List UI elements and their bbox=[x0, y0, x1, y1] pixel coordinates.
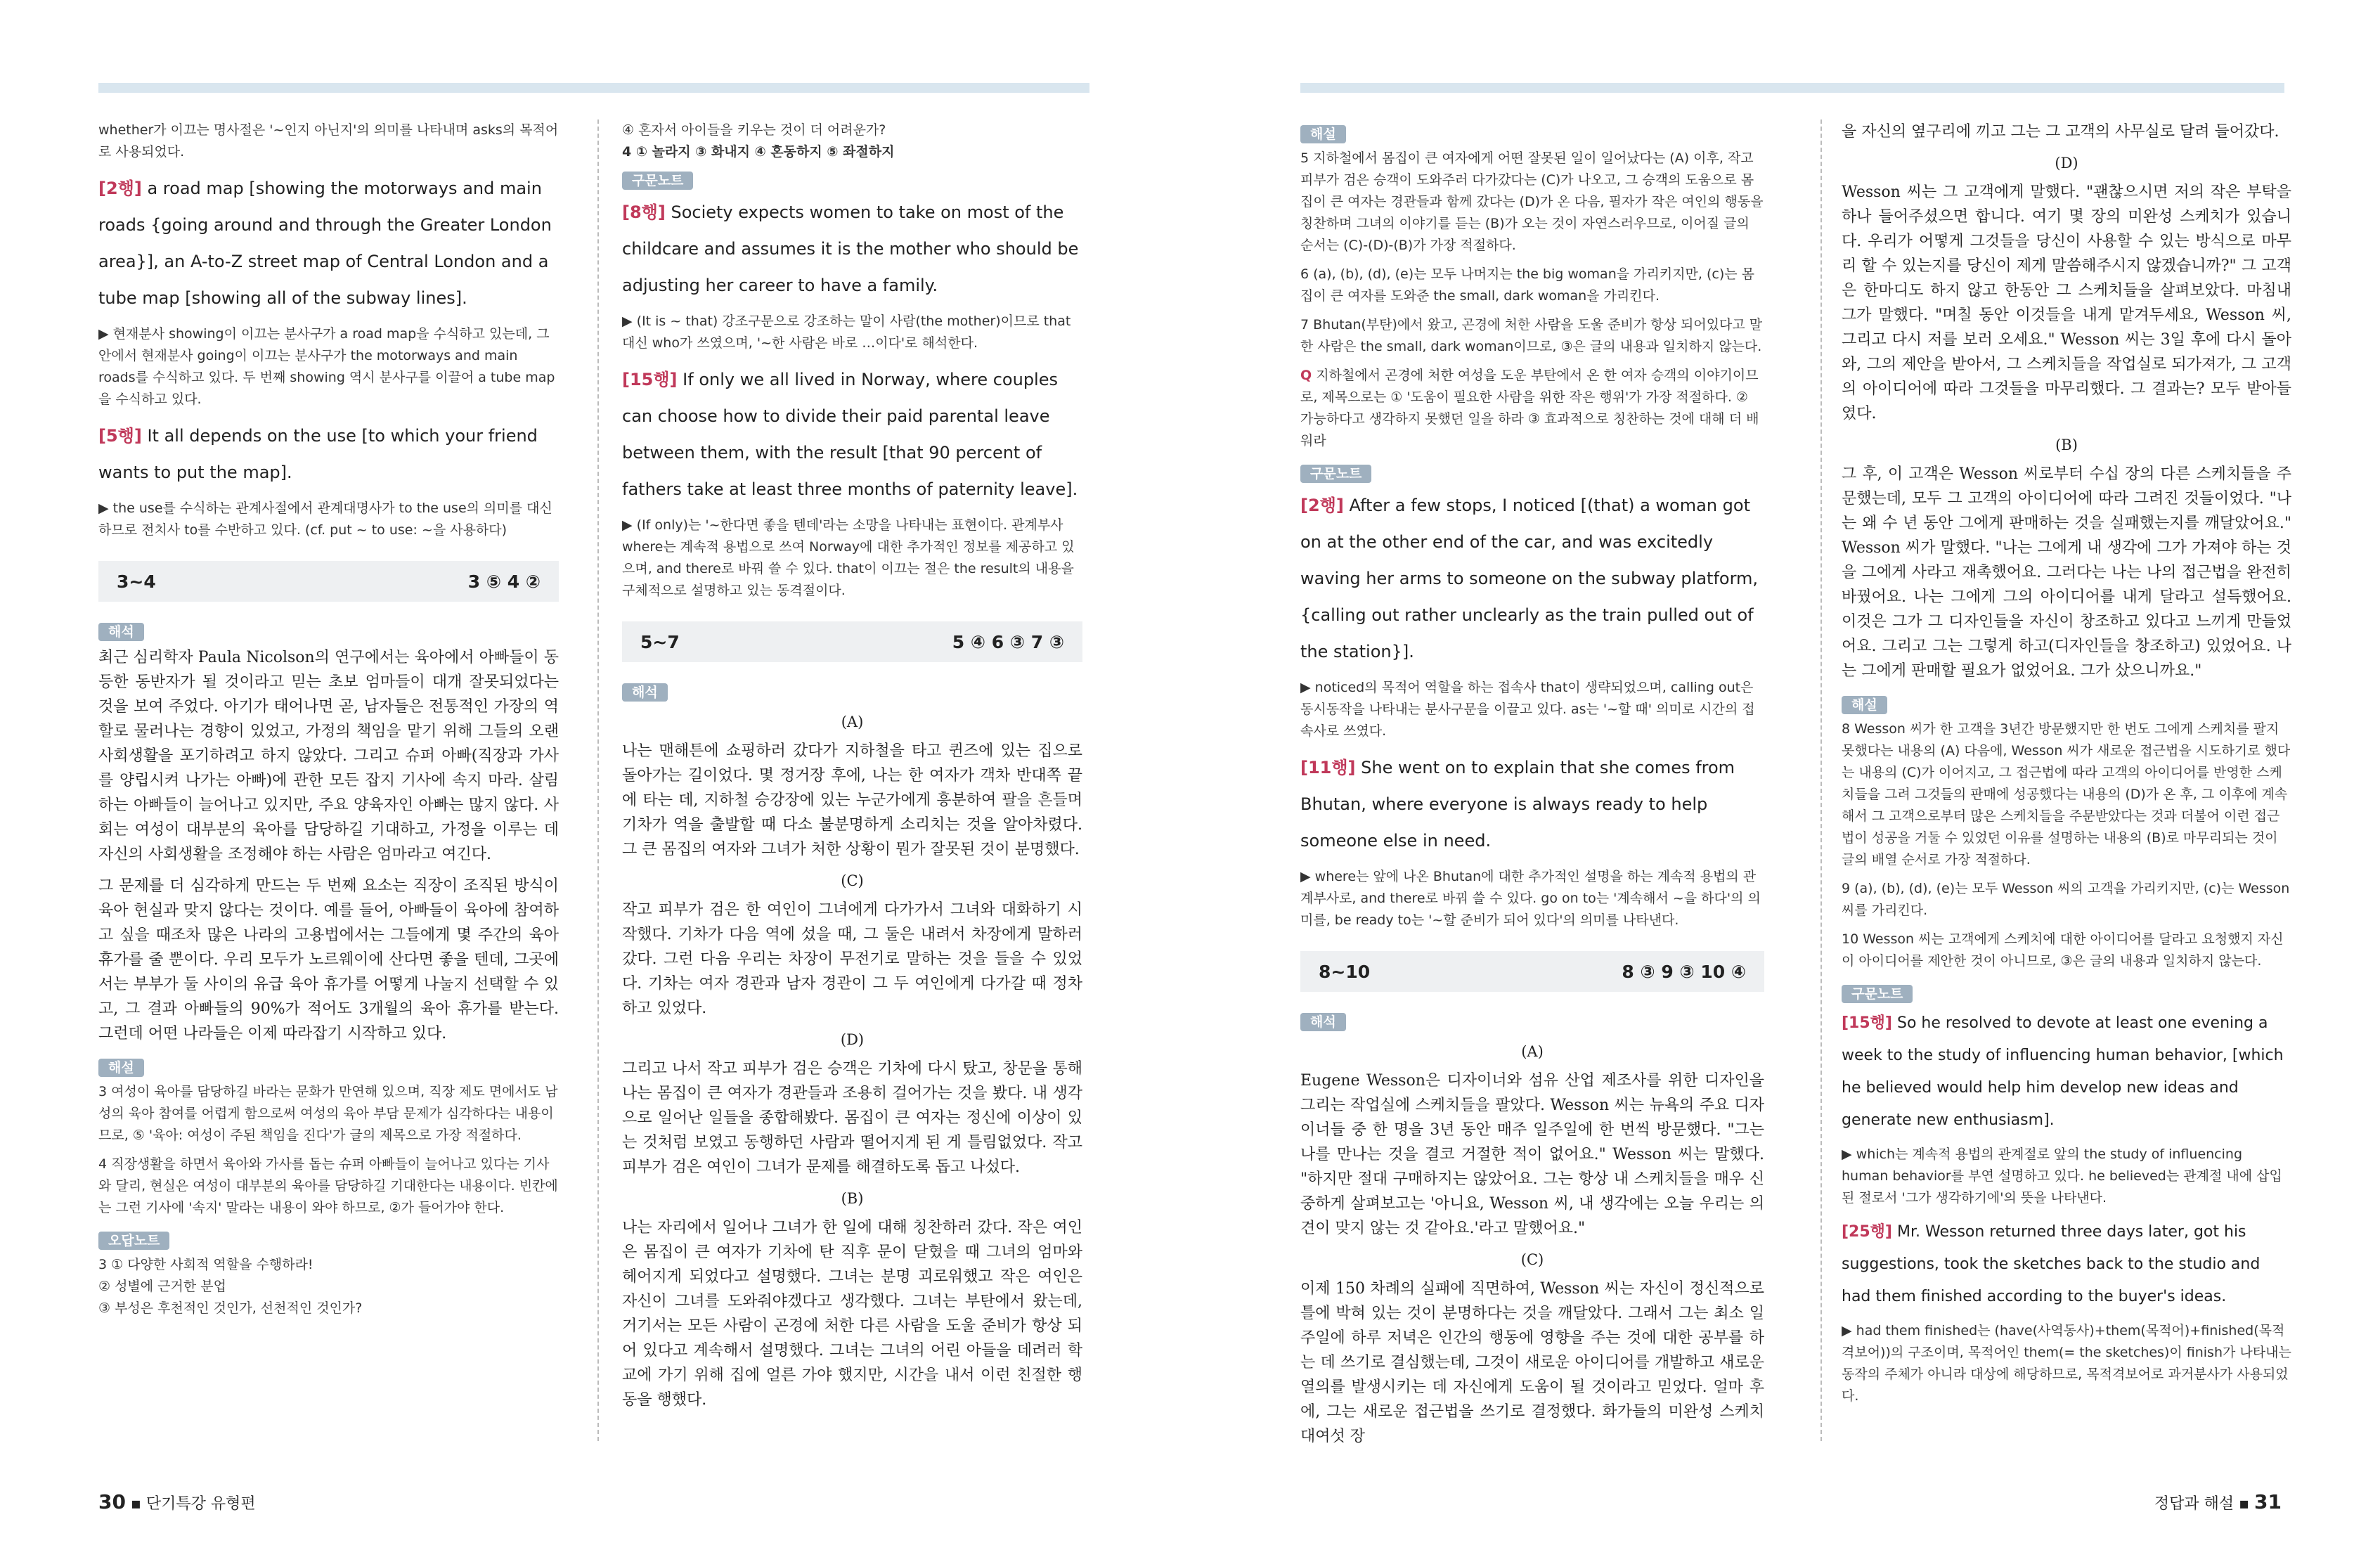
syntax-note: ▶ (It is ~ that) 강조구문으로 강조하는 말이 사람(the mother)이므로 that 대신 who가 쓰였으며, '~한 사람은 바로 …이다'로 해석한다. bbox=[622, 314, 1071, 351]
explanation: 6 (a), (b), (d), (e)는 모두 나머지는 the big woman을 가리키지만, (c)는 몸집이 큰 여자를 도와준 the small, dark woman을 가리킨다. bbox=[1300, 266, 1754, 304]
syntax-sentence bbox=[98, 170, 559, 316]
question-label: 3~4 bbox=[117, 571, 156, 592]
sentence-text: a road map [showing the motorways and main roads {going around and through the Greater London area}], an A-to-Z street map of Central London and a tube map [showing all of the subway lines]. bbox=[98, 179, 552, 308]
sentence-text: Mr. Wesson returned three days later, got his suggestions, took the sketches back to the studio and had them finished according to the buyer's ideas. bbox=[1842, 1223, 2261, 1305]
answer-key: 5 ④ 6 ③ 7 ③ bbox=[952, 631, 1064, 652]
line-ref: [25행] bbox=[1842, 1223, 1892, 1241]
syntax-note: ▶ (If only)는 '~한다면 좋을 텐데'라는 소망을 나타내는 표현이다. 관계부사 where는 계속적 용법으로 쓰여 Norway에 대한 추가적인 정보를 제공하고 있으며, and there로 바꿔 쓸 수 있다. that이 이끄는 절은 the result의 내용을 구체적으로 설명하고 있는 동격절이다. bbox=[622, 517, 1075, 598]
q-icon: Q bbox=[1300, 368, 1312, 383]
translation-paragraph: Eugene Wesson은 디자이너와 섬유 산업 제조사를 위한 디자인을 그리는 작업실에 스케치들을 팔았다. Wesson 씨는 뉴욕의 주요 디자이너들 중 한 명을 3년 동안 매주 일주일에 한 번씩 방문했다. "그는 나를 만나는 것을 결코 거절한 적이 없어요." Wesson 씨는 말했다. "하지만 절대 구매하지는 않았어요. 그는 항상 내 스케치들을 매우 신중하게 살펴보고는 '아니요, Wesson 씨, 내 생각에는 오늘 우리는 의견이 맞지 않는 것 같아요.'라고 말했어요." bbox=[1300, 1072, 1764, 1237]
footer-right bbox=[2154, 1490, 2282, 1513]
syntax-sentence bbox=[98, 418, 559, 491]
page-number: 30 bbox=[98, 1490, 126, 1513]
explanation: 10 Wesson 씨는 고객에게 스케치에 대한 아이디어를 달라고 요청했지 자신이 아이디어를 제안한 것이 아니므로, ③은 글의 내용과 일치하지 않는다. bbox=[1842, 931, 2284, 969]
translation-paragraph: 최근 심리학자 Paula Nicolson의 연구에서는 육아에서 아빠들이 동등한 동반자가 될 것이라고 믿는 초보 엄마들이 대개 잘못되었다는 것을 보여 주었다. 아기가 태어나면 곧, 남자들은 전통적인 가장의 역할로 물러나는 경향이 있었고, 가정의 책임을 맡기 위해 그들의 오랜 사회생활을 포기하려고 하지 않았다. 그리고 슈퍼 아빠(직장과 가사를 양립시켜 나가는 아빠)에 관한 모든 잡지 기사에 속지 마라. 살림하는 아빠들이 늘어나고 있지만, 주요 양육자인 아빠는 많지 않다. 사회는 여성이 대부분의 육아를 담당하길 기대하고, 가정을 이루는 데 자신의 사회생활을 조정해야 하는 사람은 엄마라고 여긴다. bbox=[98, 649, 559, 863]
footer-label: 정답과 해설 bbox=[2154, 1495, 2235, 1513]
sentence-text: After a few stops, I noticed [(that) a woman got on at the other end of the car, and was excitedly waving her arms to someone on the subway platform, {calling out rather unclearly as the train pulled out of the station}]. bbox=[1300, 496, 1759, 661]
syntax-note: ▶ the use를 수식하는 관계사절에서 관계대명사가 to the use의 의미를 대신하므로 전치사 to를 수반하고 있다. (cf. put ~ to use: ~을 사용하다) bbox=[98, 500, 552, 538]
wrong-answer-item: 4 ① 놀라지 ③ 화내지 ④ 혼동하지 ⑤ 좌절하지 bbox=[622, 144, 895, 160]
sentence-text: If only we all lived in Norway, where couples can choose how to divide their paid parental leave between them, with the result [that 90 percent of fathers take at least three months of paternity leave]. bbox=[622, 370, 1078, 499]
top-bar-left bbox=[98, 83, 1089, 93]
translation-paragraph: 그리고 나서 작고 피부가 검은 승객은 기차에 다시 탔고, 창문을 통해 나는 몸집이 큰 여자가 경관들과 조용히 걸어가는 것을 봤다. 내 생각으로 일어난 일들을 종합해봤다. 몸집이 큰 여자는 정신에 이상이 있는 것처럼 보였고 동행하던 사람과 떨어지게 된 게 틀림없었다. 작고 피부가 검은 여인이 그녀가 문제를 해결하도록 돕고 나섰다. bbox=[622, 1060, 1082, 1176]
title-note-text: 지하철에서 곤경에 처한 여성을 도운 부탄에서 온 한 여자 승객의 이야기이므로, 제목으로는 ① '도움이 필요한 사람을 위한 작은 행위'가 가장 적절하다. ② 가능하다고 생각하지 못했던 일을 하라 ③ 효과적으로 칭찬하는 것에 대해 더 배워라 bbox=[1300, 368, 1759, 448]
column-2 bbox=[622, 120, 1082, 1419]
syntax-note: ▶ where는 앞에 나온 Bhutan에 대한 추가적인 설명을 하는 계속적 용법의 관계부사로, and there로 바꿔 쓸 수 있다. go on to는 '계속해서 ~을 하다'의 의미를, be ready to는 '~할 준비가 되어 있다'의 의미를 나타낸다. bbox=[1300, 869, 1761, 928]
section-tag: 구문노트 bbox=[1842, 985, 1913, 1003]
syntax-note: ▶ 현재분사 showing이 이끄는 분사구가 a road map을 수식하고 있는데, 그 안에서 현재분사 going이 이끄는 분사구가 the motorways and main roads를 수식하고 있다. 두 번째 showing 역시 분사구를 이끌어 a tube map을 수식하고 있다. bbox=[98, 326, 555, 407]
syntax-note: ▶ which는 계속적 용법의 관계절로 앞의 the study of influencing human behavior를 부연 설명하고 있다. he believed는 관계절 내에 삽입된 절로서 '그가 생각하기에'의 뜻을 나타낸다. bbox=[1842, 1147, 2282, 1206]
translation-paragraph: 그 후, 이 고객은 Wesson 씨로부터 수십 장의 다른 스케치들을 주문했는데, 모두 그 고객의 아이디어에 따라 그려진 것들이었다. "나는 왜 수 년 동안 그에게 판매하는 것을 실패했는지를 깨달았어요." Wesson 씨가 말했다. "나는 그에게 내 생각에 그가 가져야 하는 것을 그에게 사라고 재촉했어요. 그러다는 나는 나의 접근법을 완전히 바꿨어요. 나는 그에게 그의 아이디어를 내게 달라고 설득했어요. 이것은 그가 그 디자인들을 자신이 창조하고 있다고 느끼게 만들었어요. 그리고 그는 그렇게 하고(디자인들을 창조하고) 있었어요. 나는 그에게 판매할 필요가 없었어요. 그가 샀으니까요." bbox=[1842, 465, 2291, 680]
column-4 bbox=[1842, 120, 2291, 1414]
column-divider bbox=[597, 120, 599, 1441]
sentence-text: She went on to explain that she comes from Bhutan, where everyone is always ready to help someone else in need. bbox=[1300, 758, 1735, 851]
section-tag: 오답노트 bbox=[98, 1232, 169, 1250]
line-ref: [5행] bbox=[98, 426, 142, 446]
explanation: 4 직장생활을 하면서 육아와 가사를 돕는 슈퍼 아빠들이 늘어나고 있다는 기사와 달리, 현실은 여성이 대부분의 육아를 담당하길 기대한다는 내용이다. 빈칸에는 그런 기사에 '속지' 말라는 내용이 와야 하므로, ②가 들어가야 한다. bbox=[98, 1156, 558, 1215]
page-number: 31 bbox=[2254, 1490, 2282, 1513]
title-note bbox=[1300, 365, 1764, 452]
explanation: 9 (a), (b), (d), (e)는 모두 Wesson 씨의 고객을 가리키지만, (c)는 Wesson 씨를 가리킨다. bbox=[1842, 881, 2290, 918]
explanation: 7 Bhutan(부탄)에서 왔고, 곤경에 처한 사람을 도울 준비가 항상 되어있다고 말한 사람은 the small, dark woman이므로, ③은 글의 내용과 일치하지 않는다. bbox=[1300, 317, 1763, 354]
answer-key: 8 ③ 9 ③ 10 ④ bbox=[1622, 961, 1746, 982]
line-ref: [2행] bbox=[1300, 496, 1344, 515]
question-label: 8~10 bbox=[1319, 961, 1371, 982]
section-heading: (D) bbox=[840, 1031, 865, 1048]
section-tag: 해석 bbox=[622, 683, 668, 702]
answer-key: 3 ⑤ 4 ② bbox=[467, 571, 541, 592]
line-ref: [2행] bbox=[98, 179, 142, 198]
syntax-sentence bbox=[1300, 487, 1764, 670]
sentence-text: So he resolved to devote at least one evening a week to the study of influencing human behavior, [which he believed would help him develop new ideas and generate new enthusiasm]. bbox=[1842, 1014, 2284, 1129]
column-divider bbox=[1820, 120, 1822, 1441]
footer-label: 단기특강 유형편 bbox=[145, 1495, 256, 1513]
explanation: 3 여성이 육아를 담당하길 바라는 문화가 만연해 있으며, 직장 제도 면에서도 남성의 육아 참여를 어렵게 함으로써 여성의 육아 부담 문제가 심각하다는 내용이므로, ⑤ '육아: 여성이 주된 책임을 진다'가 글의 제목으로 가장 적절하다. bbox=[98, 1084, 558, 1143]
translation-paragraph: 그 문제를 더 심각하게 만드는 두 번째 요소는 직장이 조직된 방식이 육아 현실과 맞지 않다는 것이다. 예를 들어, 아빠들이 육아에 참여하고 싶을 때조차 많은 나라의 고용법에서는 그들에게 몇 주간의 육아 휴가를 줄 뿐이다. 우리 모두가 노르웨이에 산다면 좋을 텐데, 그곳에서는 부부가 둘 사이의 유급 육아 휴가를 어떻게 나눌지 선택할 수 있고, 그 결과 아빠들의 90%가 적어도 3개월의 육아 휴가를 받는다. 그런데 어떤 나라들은 이제 따라잡기 시작하고 있다. bbox=[98, 877, 559, 1042]
footer-bullet: ▪ bbox=[130, 1495, 146, 1513]
wrong-answer-item: ② 성별에 근거한 분업 bbox=[98, 1279, 226, 1294]
section-heading: (D) bbox=[2055, 155, 2078, 172]
syntax-sentence bbox=[1300, 749, 1764, 859]
section-tag: 해설 bbox=[1300, 125, 1346, 143]
translation-paragraph: 나는 맨해튼에 쇼핑하러 갔다가 지하철을 타고 퀸즈에 있는 집으로 돌아가는 길이었다. 몇 정거장 후에, 나는 한 여자가 객차 반대쪽 끝에 타는 데, 지하철 승강장에 있는 누군가에게 흥분하여 팔을 흔들며 기차가 역을 출발할 때 다소 불분명하게 소리치는 것을 알아차렸다. 그 큰 몸집의 여자와 그녀가 처한 상황이 뭔가 잘못된 것이 분명했다. bbox=[622, 742, 1082, 858]
section-heading: (A) bbox=[1521, 1043, 1544, 1060]
column-1 bbox=[98, 120, 559, 1319]
syntax-sentence bbox=[622, 361, 1082, 508]
translation-paragraph: 나는 자리에서 일어나 그녀가 한 일에 대해 칭찬하러 갔다. 작은 여인은 몸집이 큰 여자가 기차에 탄 직후 문이 닫혔을 때 그녀의 엄마와 헤어지게 되었다고 설명했다. 그녀는 분명 괴로워했고 작은 여인은 자신이 그녀를 도와줘야겠다고 생각했다. 그녀는 부탄에서 왔는데, 거기서는 모든 사람이 곤경에 처한 다른 사람을 도울 준비가 항상 되어 있다고 계속해서 설명했다. 그녀는 그녀의 어린 아들을 데려러 학교에 가기 위해 집에 얼른 가야 했지만, 시간을 내서 이런 친절한 행동을 행했다. bbox=[622, 1219, 1082, 1409]
section-heading: (C) bbox=[1520, 1251, 1544, 1268]
wrong-answer-item: ③ 부성은 후천적인 것인가, 선천적인 것인가? bbox=[98, 1300, 363, 1316]
translation-paragraph: 을 자신의 옆구리에 끼고 그는 그 고객의 사무실로 달려 들어갔다. bbox=[1842, 123, 2279, 141]
column-3 bbox=[1300, 120, 1764, 1456]
syntax-note: ▶ noticed의 목적어 역할을 하는 접속사 that이 생략되었으며, calling out은 동시동작을 나타내는 분사구문을 이끌고 있다. as는 '~할 때' 의미로 시간의 접속사로 쓰였다. bbox=[1300, 680, 1755, 739]
question-bar bbox=[1300, 951, 1764, 992]
line-ref: [8행] bbox=[622, 202, 666, 222]
explanation: 5 지하철에서 몸집이 큰 여자에게 어떤 잘못된 일이 일어났다는 (A) 이후, 작고 피부가 검은 승객이 도와주러 다가갔다는 (C)가 나오고, 그 승객의 도움으로 몸집이 큰 여자는 경관들과 함께 갔다는 (D)가 온 다음, 필자가 작은 여인의 행동을 칭찬하며 그녀의 이야기를 듣는 (B)가 오는 것이 자연스러우므로, 이어질 글의 순서는 (C)-(D)-(B)가 가장 적절하다. bbox=[1300, 150, 1764, 253]
sentence-text: It all depends on the use [to which your friend wants to put the map]. bbox=[98, 426, 538, 482]
sentence-text: Society expects women to take on most of the childcare and assumes it is the mother who should be adjusting her career to have a family. bbox=[622, 202, 1079, 295]
intro-text: whether가 이끄는 명사절은 '~인지 아닌지'의 의미를 나타내며 asks의 목적어로 사용되었다. bbox=[98, 122, 559, 160]
section-tag: 해석 bbox=[1300, 1013, 1346, 1031]
section-tag: 구문노트 bbox=[1300, 465, 1371, 483]
section-heading: (C) bbox=[841, 872, 864, 889]
line-ref: [11행] bbox=[1300, 758, 1356, 777]
syntax-sentence bbox=[1842, 1007, 2291, 1137]
section-heading: (A) bbox=[841, 713, 864, 730]
wrong-answer-item: 3 ① 다양한 사회적 역할을 수행하라! bbox=[98, 1257, 313, 1272]
wrong-answer-item: ④ 혼자서 아이들을 키우는 것이 더 어려운가? bbox=[622, 122, 886, 138]
section-tag: 구문노트 bbox=[622, 172, 693, 190]
question-bar bbox=[98, 561, 559, 602]
section-tag: 해석 bbox=[98, 623, 144, 641]
syntax-sentence bbox=[1842, 1216, 2291, 1313]
section-tag: 해설 bbox=[98, 1059, 144, 1077]
section-heading: (B) bbox=[841, 1190, 864, 1207]
footer-left bbox=[98, 1490, 256, 1513]
syntax-note: ▶ had them finished는 (have(사역동사)+them(목적어)+finished(목적격보어))의 구조이며, 목적어인 them(= the sketches)이 finish가 나타내는 동작의 주체가 아니라 대상에 해당하므로, 목적격보어로 과거분사가 사용되었다. bbox=[1842, 1323, 2291, 1404]
translation-paragraph: 이제 150 차례의 실패에 직면하여, Wesson 씨는 자신이 정신적으로 틀에 박혀 있는 것이 분명하다는 것을 깨달았다. 그래서 그는 최소 일주일에 하루 저녁은 인간의 행동에 영향을 주는 것에 대한 공부를 하는 데 쓰기로 결심했는데, 그것이 새로운 아이디어를 개발하고 새로운 열의를 발생시키는 데 자신에게 도움이 될 것이라고 믿었다. 얼마 후에, 그는 새로운 접근법을 쓰기로 결정했다. 화가들의 미완성 스케치 대여섯 장 bbox=[1300, 1280, 1764, 1445]
explanation: 8 Wesson 씨가 한 고객을 3년간 방문했지만 한 번도 그에게 스케치를 팔지 못했다는 내용의 (A) 다음에, Wesson 씨가 새로운 접근법을 시도하기로 했다는 내용의 (C)가 이어지고, 그 접근법에 따라 고객의 아이디어를 반영한 스케치들을 그려 그것들의 판매에 성공했다는 내용의 (D)가 온 후, 그 이후에 계속해서 그 고객으로부터 많은 스케치들을 주문받았다는 것과 더불어 이런 접근법이 성공을 거둘 수 있었던 이유를 설명하는 내용의 (B)로 마무리되는 것이 글의 배열 순서로 가장 적절하다. bbox=[1842, 721, 2291, 867]
line-ref: [15행] bbox=[1842, 1014, 1892, 1032]
question-label: 5~7 bbox=[640, 631, 680, 652]
question-bar bbox=[622, 621, 1082, 662]
section-heading: (B) bbox=[2055, 437, 2078, 453]
section-tag: 해설 bbox=[1842, 696, 1887, 714]
footer-bullet: ▪ bbox=[2239, 1495, 2255, 1513]
translation-paragraph: Wesson 씨는 그 고객에게 말했다. "괜찮으시면 저의 작은 부탁을 하나 들어주셨으면 합니다. 여기 몇 장의 미완성 스케치가 있습니다. 우리가 어떻게 그것들을 당신이 사용할 수 있는 방식으로 마무리 할 수 있는지를 당신이 제게 말씀해주시지 않겠습니까?" 그 고객은 한마디도 하지 않고 한동안 그 스케치들을 살펴보았다. 마침내 그가 말했다. "며칠 동안 이것들을 내게 맡겨두세요, Wesson 씨, 그리고 다시 저를 보러 오세요." Wesson 씨는 3일 후에 다시 돌아와, 그의 제안을 받아서, 그 스케치들을 작업실로 되가져가, 그 고객의 아이디어에 따라 그것들을 마무리했다. 그 결과는? 모두 받아들였다. bbox=[1842, 183, 2291, 422]
translation-paragraph: 작고 피부가 검은 한 여인이 그녀에게 다가가서 그녀와 대화하기 시작했다. 기차가 다음 역에 섰을 때, 그 둘은 내려서 차장에게 말하러 갔다. 그런 다음 우리는 차장이 무전기로 말하는 것을 들을 수 있었다. 기차는 여자 경관과 남자 경관이 그 두 여인에게 다가갈 때 정차하고 있었다. bbox=[622, 901, 1082, 1017]
top-bar-right bbox=[1300, 83, 2284, 93]
line-ref: [15행] bbox=[622, 370, 678, 389]
syntax-sentence bbox=[622, 194, 1082, 304]
